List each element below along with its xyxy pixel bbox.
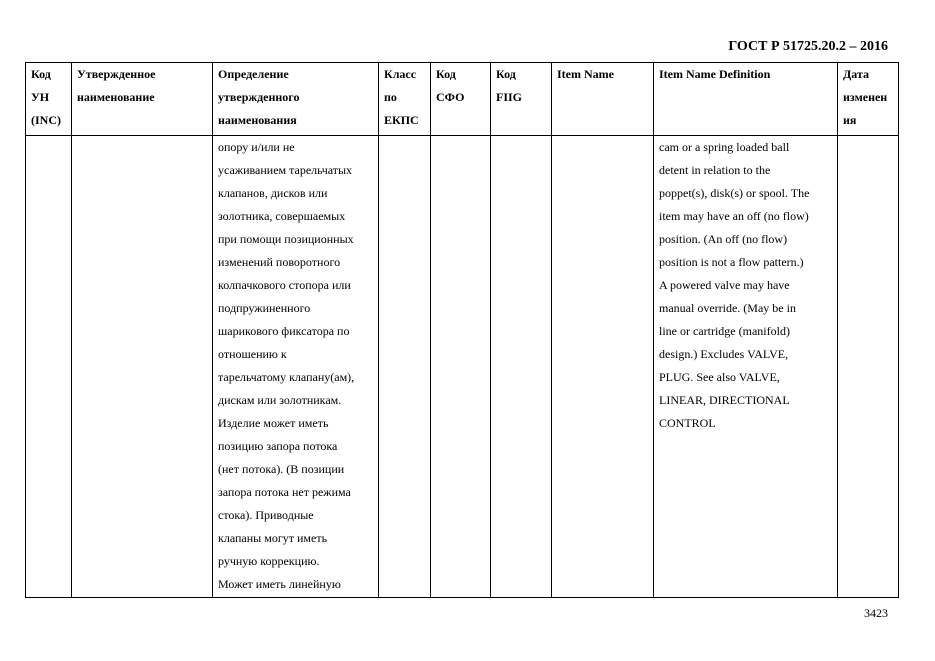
- header-item-name-definition: Item Name Definition: [654, 63, 838, 136]
- cell-fiig-code: [491, 136, 552, 598]
- cell-ekps-class: [379, 136, 431, 598]
- header-change-date: Дата изменен ия: [838, 63, 899, 136]
- header-definition-ru: Определение утвержденного наименования: [213, 63, 379, 136]
- cell-sfo-code: [431, 136, 491, 598]
- header-approved-name: Утвержденное наименование: [72, 63, 213, 136]
- header-inc: Код УН (INC): [26, 63, 72, 136]
- header-item-name: Item Name: [552, 63, 654, 136]
- document-title: ГОСТ Р 51725.20.2 – 2016: [728, 39, 888, 54]
- table-header-row: [26, 63, 899, 136]
- cell-definition-en: cam or a spring loaded ball detent in relation to the poppet(s), disk(s) or spool. The item may have an off (no flow) position. (An off (no flow) position is not a flow pattern.) A powered valve may have manual override. (May be in line or cartridge (manifold) design.) Excludes VALVE, PLUG. See also VALVE, LINEAR, DIRECTIONAL CONTROL: [654, 136, 838, 598]
- header-ekps-class: Класс по ЕКПС: [379, 63, 431, 136]
- cell-item-name: [552, 136, 654, 598]
- page-number: 3423: [864, 606, 888, 620]
- specification-table: [25, 62, 899, 598]
- cell-definition-ru: опору и/или не усаживанием тарельчатых клапанов, дисков или золотника, совершаемых при помощи позиционных изменений поворотного колпачкового стопора или подпружиненного шарикового фиксатора по отношению к тарельчатому клапану(ам), дискам или золотникам. Изделие может иметь позицию запора потока (нет потока). (В позиции запора потока нет режима стока). Приводные клапаны могут иметь ручную коррекцию. Может иметь линейную: [213, 136, 379, 598]
- table-row: [26, 136, 899, 598]
- cell-inc: [26, 136, 72, 598]
- header-sfo-code: Код СФО: [431, 63, 491, 136]
- header-fiig-code: Код FIIG: [491, 63, 552, 136]
- cell-approved-name: [72, 136, 213, 598]
- cell-change-date: [838, 136, 899, 598]
